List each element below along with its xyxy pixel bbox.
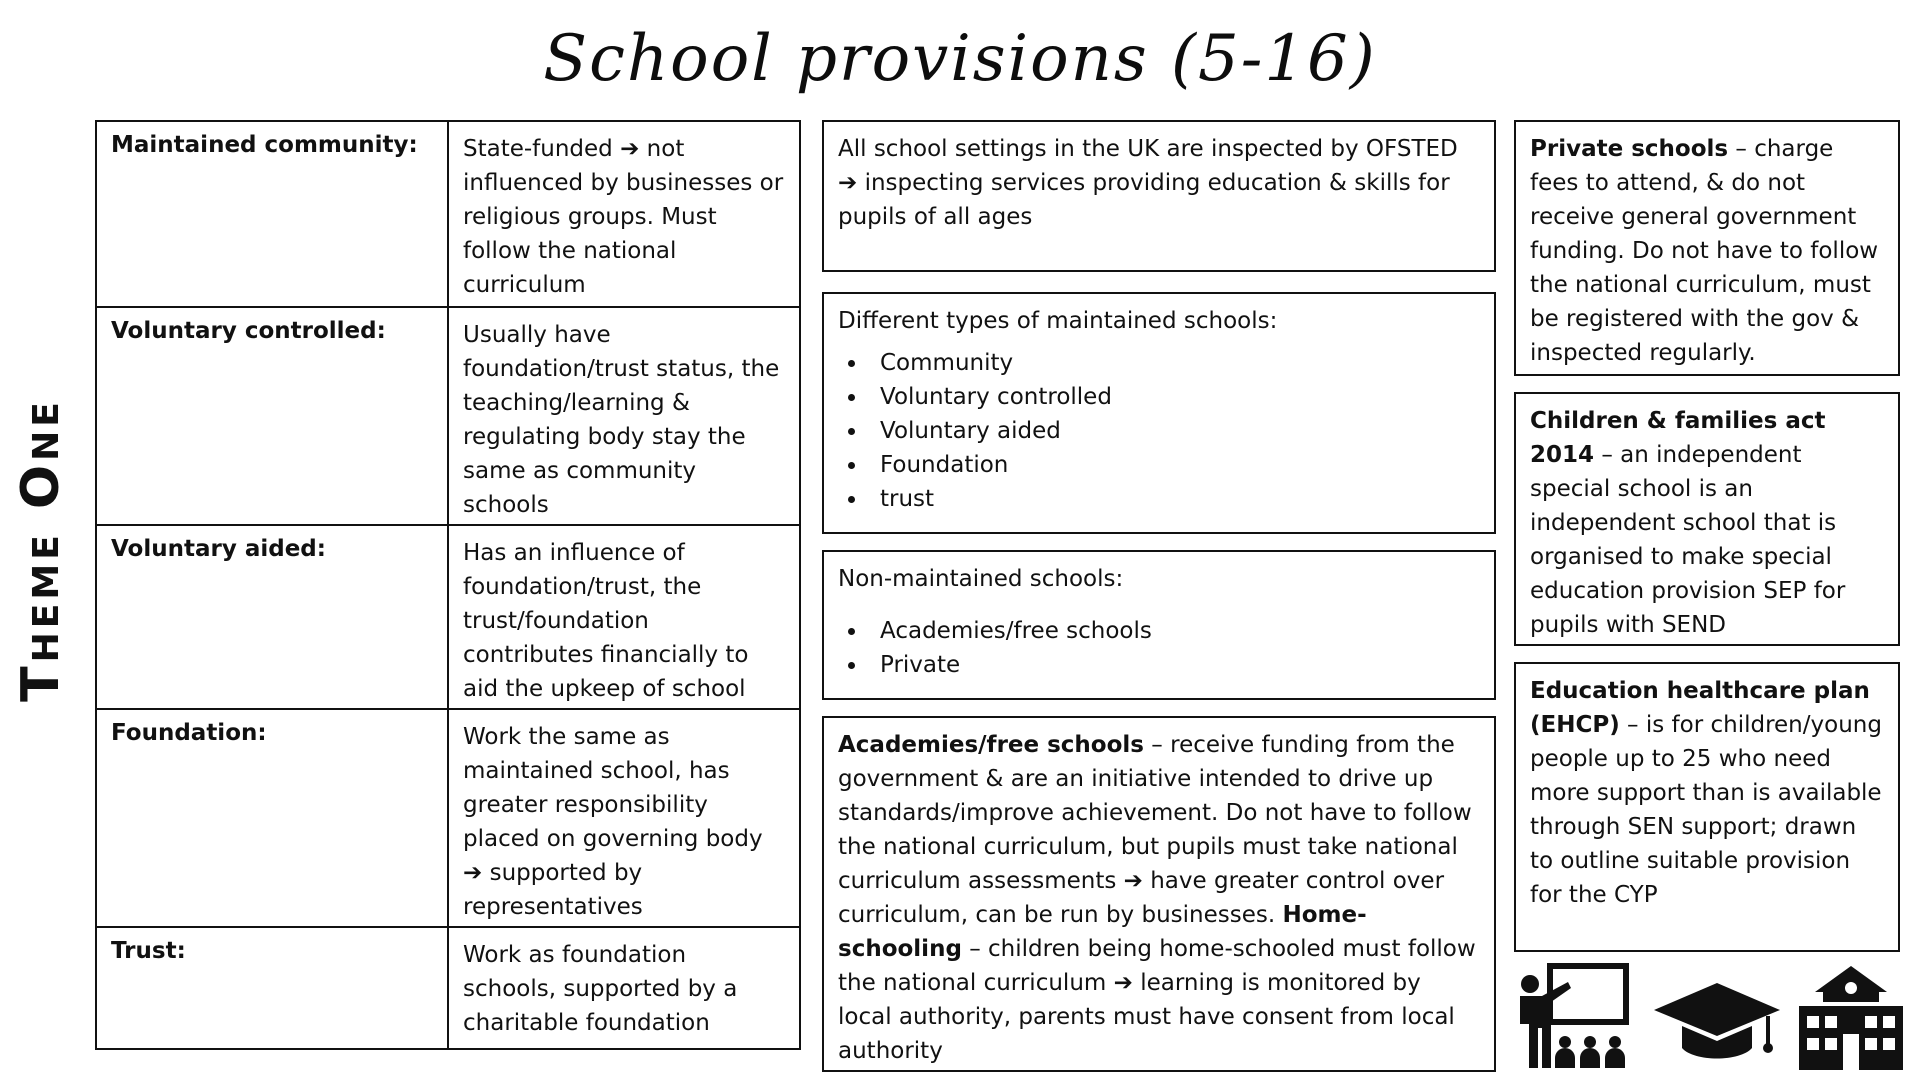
- ehcp-heading: Education healthcare plan (EHCP): [1530, 678, 1870, 738]
- private-schools-box: [1514, 120, 1900, 376]
- non-maintained-list: [838, 614, 1480, 682]
- term-cell: Maintained community:: [97, 122, 449, 306]
- theme-label: [0, 380, 82, 720]
- home-schooling-text: – children being home-schooled must follow the national curriculum ➔ learning is monitored by local authority, parents must have consent from local authority: [838, 936, 1476, 1064]
- term-cell: Foundation:: [97, 710, 449, 926]
- maintained-types-box: [822, 292, 1496, 534]
- list-item: • Private: [868, 648, 1480, 682]
- children-families-box: [1514, 392, 1900, 646]
- ehcp-box: [1514, 662, 1900, 952]
- private-schools-heading: Private schools: [1530, 136, 1729, 162]
- term-cell: Voluntary aided:: [97, 526, 449, 708]
- list-item: • Community: [868, 346, 1480, 380]
- list-item: • Voluntary controlled: [868, 380, 1480, 414]
- page-title: School provisions (5-16): [543, 22, 1377, 96]
- table-row: [97, 926, 799, 1050]
- list-item: • Academies/free schools: [868, 614, 1480, 648]
- academies-heading: Academies/free schools: [838, 732, 1144, 758]
- children-families-heading: Children & families act 2014: [1530, 408, 1826, 468]
- definition-cell: Work the same as maintained school, has greater responsibility placed on governing body ➔ supported by representatives: [463, 724, 763, 920]
- ofsted-text: All school settings in the UK are inspected by OFSTED ➔ inspecting services providing education & skills for pupils of all ages: [838, 136, 1458, 230]
- theme-label-text: Theme One: [11, 398, 72, 702]
- home-schooling-heading: Home-schooling: [838, 902, 1367, 962]
- maintained-types-heading: Different types of maintained schools:: [838, 308, 1278, 334]
- table-row: [97, 122, 799, 306]
- children-families-text: – an independent special school is an independent school that is organised to make special education provision SEP for pupils with SEND: [1530, 442, 1846, 638]
- term-cell: Voluntary controlled:: [97, 308, 449, 524]
- table-row: [97, 708, 799, 926]
- school-types-table: [95, 120, 801, 1050]
- non-maintained-box: [822, 550, 1496, 700]
- list-item: • trust: [868, 482, 1480, 516]
- ehcp-text: – is for children/young people up to 25 who need more support than is available through SEN support; drawn to outline suitable provision for the CYP: [1530, 712, 1882, 908]
- private-schools-text: – charge fees to attend, & do not receive general government funding. Do not have to follow the national curriculum, must be registered with the gov & inspected regularly.: [1530, 136, 1879, 366]
- definition-cell: Has an influence of foundation/trust, the trust/foundation contributes financially to aid the upkeep of school: [463, 540, 749, 702]
- academies-box: [822, 716, 1496, 1072]
- school-building-icon: [1795, 962, 1907, 1072]
- table-row: [97, 524, 799, 708]
- term-cell: Trust:: [97, 928, 449, 1050]
- table-row: [97, 306, 799, 524]
- list-item: • Voluntary aided: [868, 414, 1480, 448]
- academies-text: – receive funding from the government & are an initiative intended to drive up standards/improve achievement. Do not have to follow the national curriculum, but pupils must take national curriculum assessments ➔ have greater control over curriculum, can be run by businesses.: [838, 732, 1472, 928]
- definition-cell: Usually have foundation/trust status, the teaching/learning & regulating body stay the same as community schools: [463, 322, 780, 518]
- icon-row: [1510, 960, 1910, 1075]
- definition-cell: State-funded ➔ not influenced by businesses or religious groups. Must follow the national curriculum: [463, 136, 784, 298]
- list-item: • Foundation: [868, 448, 1480, 482]
- graduation-cap-icon: [1652, 978, 1782, 1068]
- maintained-types-list: [838, 346, 1480, 516]
- teacher-icon: [1510, 960, 1635, 1072]
- definition-cell: Work as foundation schools, supported by a charitable foundation: [463, 942, 738, 1036]
- ofsted-box: [822, 120, 1496, 272]
- non-maintained-heading: Non-maintained schools:: [838, 566, 1124, 592]
